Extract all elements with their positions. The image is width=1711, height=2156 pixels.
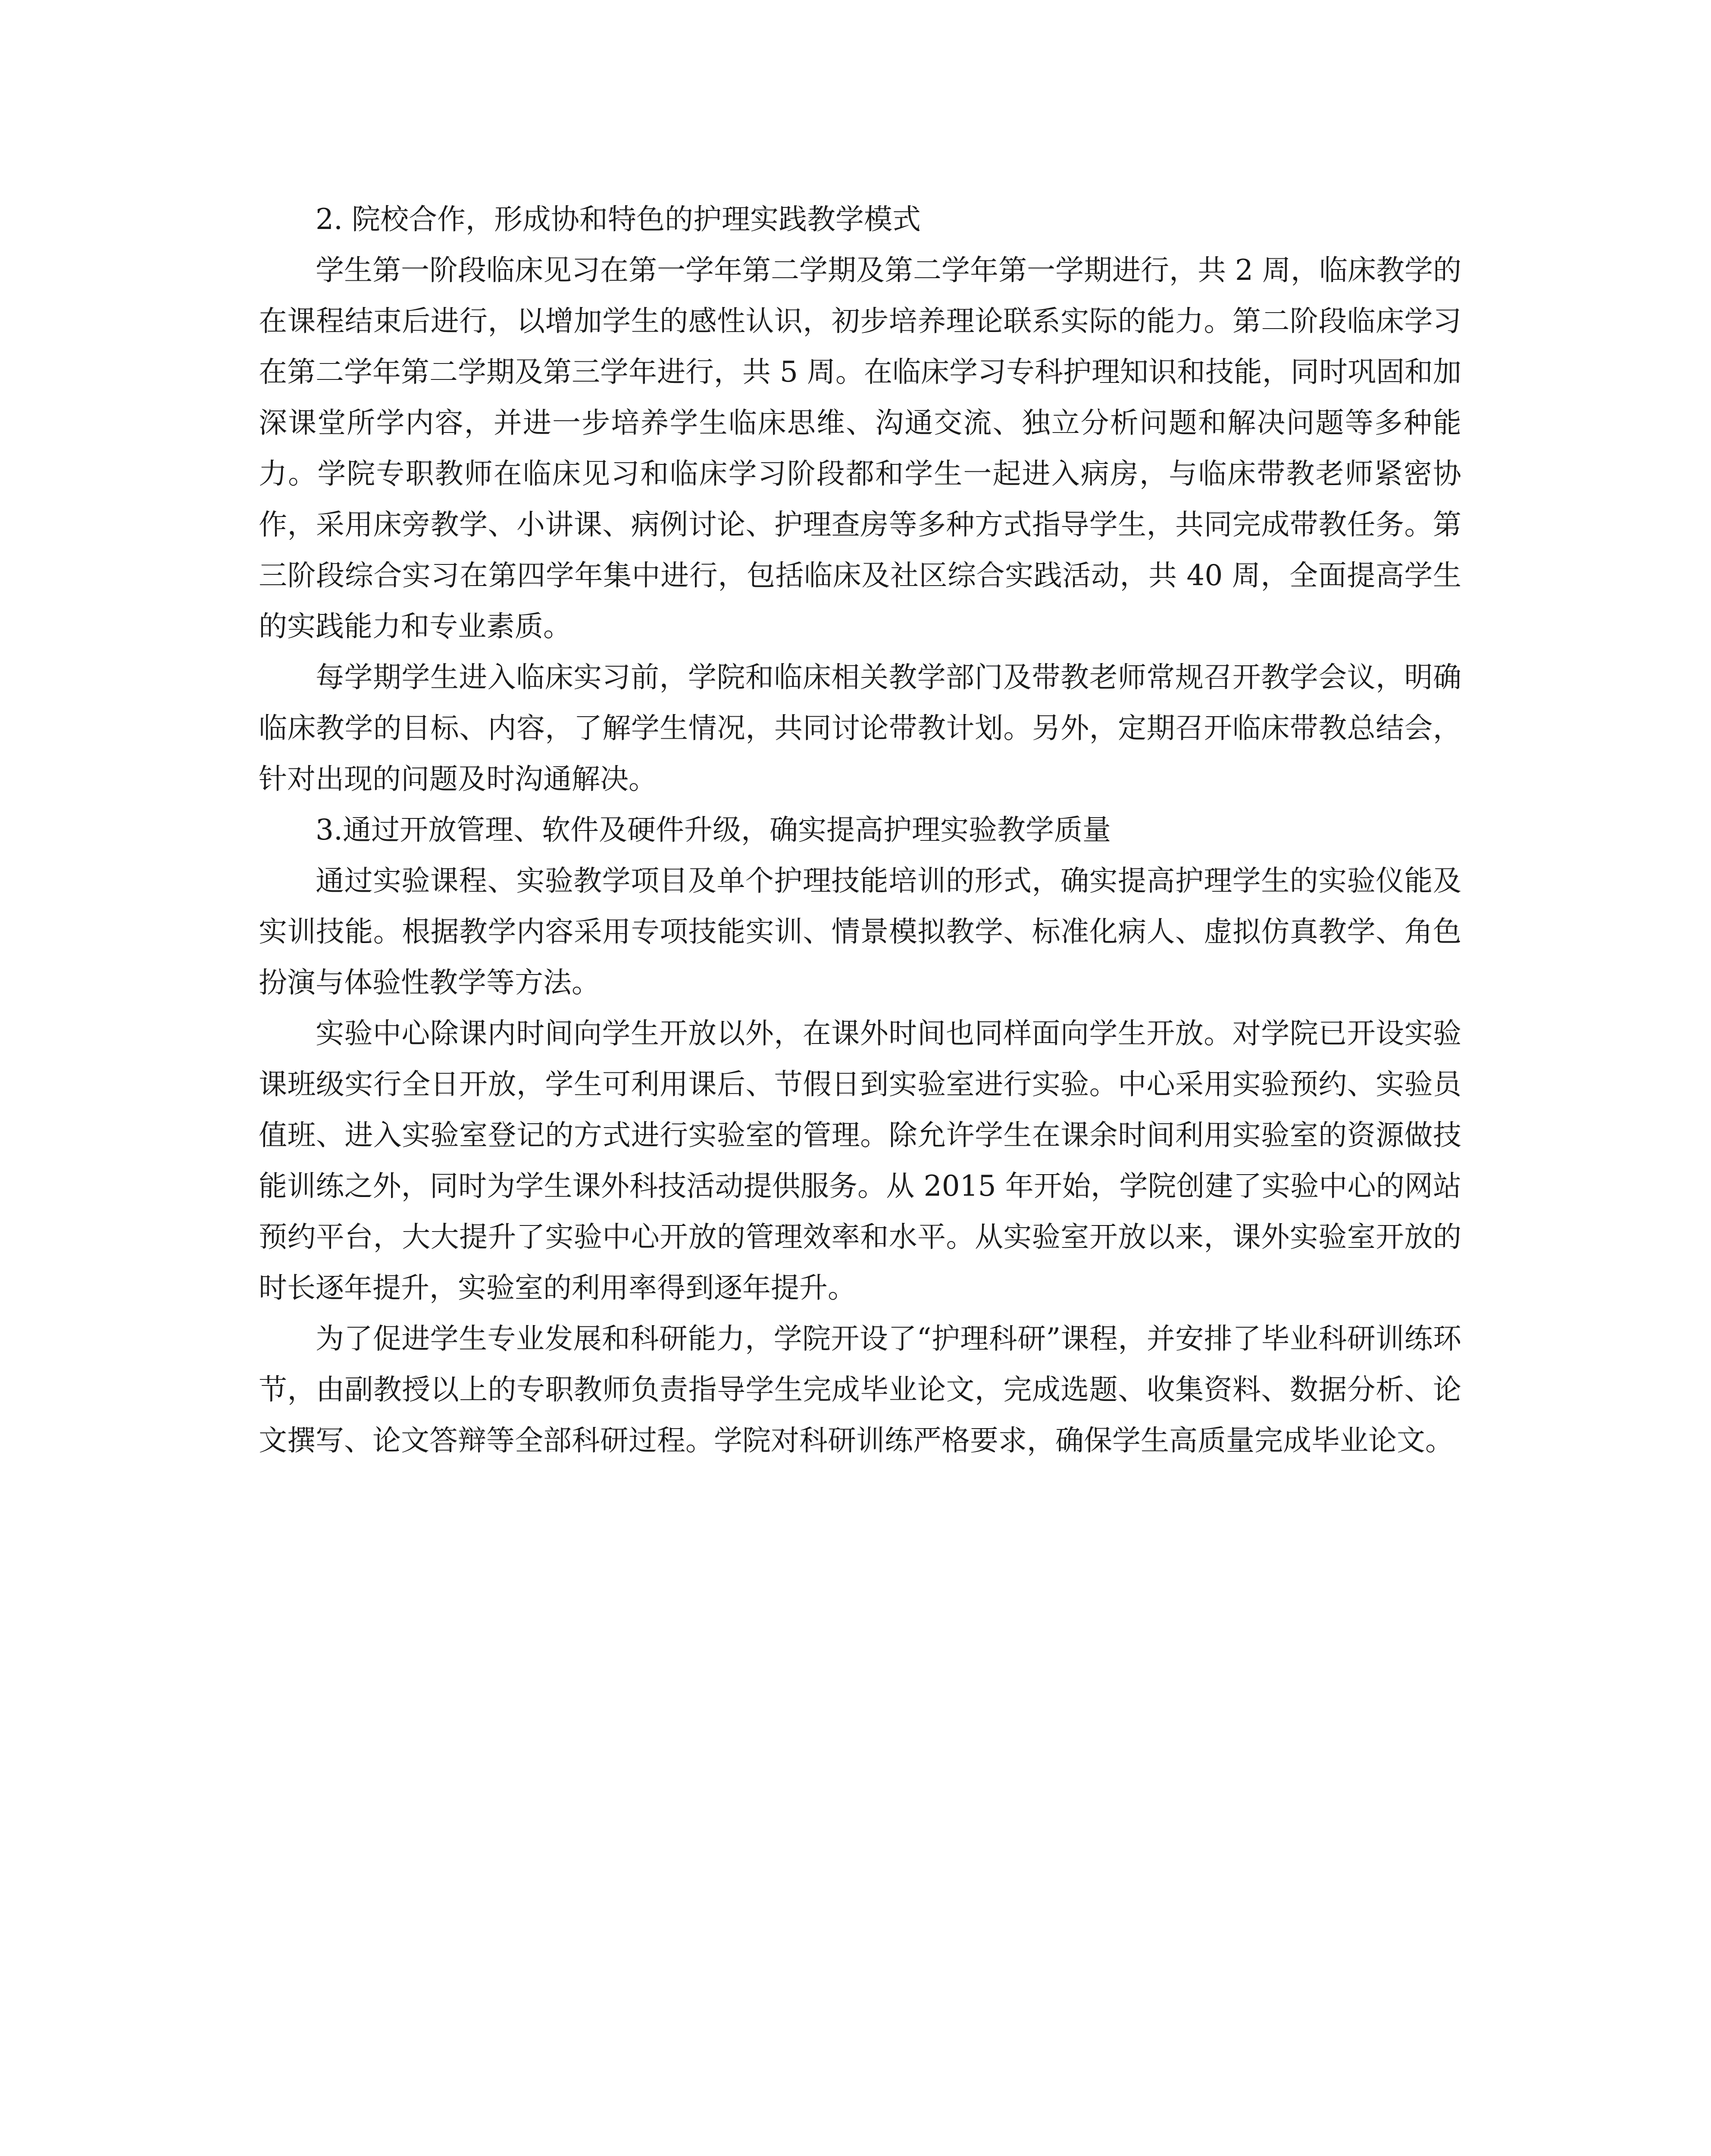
- paragraph-lab-training: 通过实验课程、实验教学项目及单个护理技能培训的形式，确实提高护理学生的实验仪能及实训技能。根据教学内容采用专项技能实训、情景模拟教学、标准化病人、虚拟仿真教学、角色扮演与体验性教学等方法。: [259, 864, 1461, 999]
- document-body: [259, 194, 1461, 1466]
- section-heading-3: 3.通过开放管理、软件及硬件升级，确实提高护理实验教学质量: [316, 813, 1111, 846]
- paragraph-research-training: 为了促进学生专业发展和科研能力，学院开设了“护理科研”课程，并安排了毕业科研训练环节，由副教授以上的专职教师负责指导学生完成毕业论文，完成选题、收集资料、数据分析、论文撰写、论文答辩等全部科研过程。学院对科研训练严格要求，确保学生高质量完成毕业论文。: [259, 1322, 1461, 1457]
- paragraph-teaching-meetings: 每学期学生进入临床实习前，学院和临床相关教学部门及带教老师常规召开教学会议，明确临床教学的目标、内容，了解学生情况，共同讨论带教计划。另外，定期召开临床带教总结会，针对出现的问题及时沟通解决。: [259, 661, 1461, 796]
- section-heading-2: 2. 院校合作，形成协和特色的护理实践教学模式: [316, 203, 921, 236]
- paragraph-lab-open-access: 实验中心除课内时间向学生开放以外，在课外时间也同样面向学生开放。对学院已开设实验课班级实行全日开放，学生可利用课后、节假日到实验室进行实验。中心采用实验预约、实验员值班、进入实验室登记的方式进行实验室的管理。除允许学生在课余时间利用实验室的资源做技能训练之外，同时为学生课外科技活动提供服务。从 2015 年开始，学院创建了实验中心的网站预约平台，大大提升了实验中心开放的管理效率和水平。从实验室开放以来，课外实验室开放的时长逐年提升，实验室的利用率得到逐年提升。: [259, 1017, 1461, 1304]
- paragraph-clinical-stages: 学生第一阶段临床见习在第一学年第二学期及第二学年第一学期进行，共 2 周，临床教学的在课程结束后进行，以增加学生的感性认识，初步培养理论联系实际的能力。第二阶段临床学习在第二学年第二学期及第三学年进行，共 5 周。在临床学习专科护理知识和技能，同时巩固和加深课堂所学内容，并进一步培养学生临床思维、沟通交流、独立分析问题和解决问题等多种能力。学院专职教师在临床见习和临床学习阶段都和学生一起进入病房，与临床带教老师紧密协作，采用床旁教学、小讲课、病例讨论、护理查房等多种方式指导学生，共同完成带教任务。第三阶段综合实习在第四学年集中进行，包括临床及社区综合实践活动，共 40 周，全面提高学生的实践能力和专业素质。: [259, 254, 1461, 643]
